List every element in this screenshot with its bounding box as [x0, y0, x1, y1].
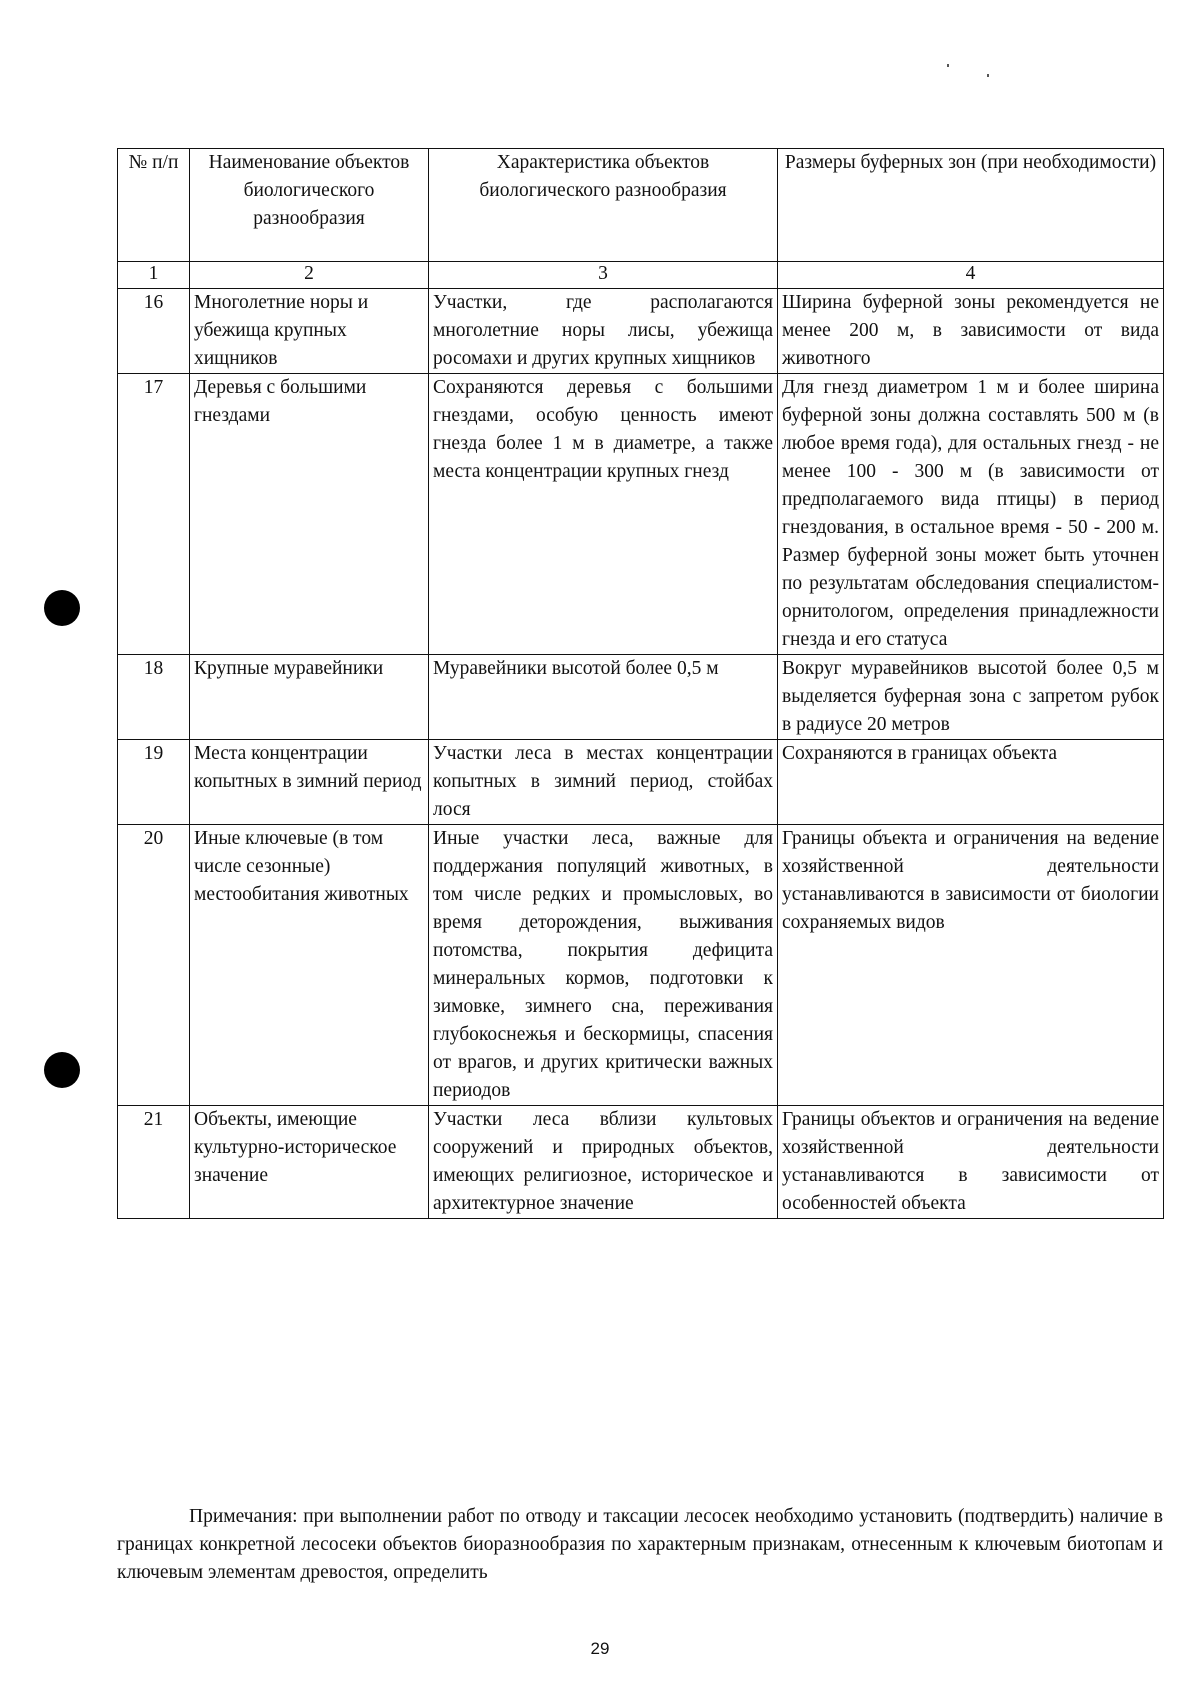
table-row [118, 374, 1164, 655]
table-row [118, 1106, 1164, 1219]
punch-hole-mark [44, 1052, 80, 1088]
table-row [118, 655, 1164, 740]
header-number: № п/п [118, 149, 190, 262]
object-name: Крупные муравейники [190, 655, 429, 740]
row-number: 21 [118, 1106, 190, 1219]
column-number: 2 [190, 262, 429, 289]
row-number: 17 [118, 374, 190, 655]
object-name: Места концентрации копытных в зимний период [190, 740, 429, 825]
object-characteristic: Иные участки леса, важные для поддержания популяций животных, в том числе редких и промысловых, во время деторождения, выживания потомства, покрытия дефицита минеральных кормов, подготовки к зимовке, зимнего сна, переживания глубокоснежья и бескормицы, спасения от врагов, и других критически важных периодов [429, 825, 778, 1106]
page-number: 29 [590, 1639, 610, 1658]
buffer-zone-size: Сохраняются в границах объекта [778, 740, 1164, 825]
punch-hole-mark [44, 590, 80, 626]
object-name: Деревья с большими гнездами [190, 374, 429, 655]
header-characteristic: Характеристика объектов биологического разнообразия [429, 149, 778, 262]
row-number: 18 [118, 655, 190, 740]
object-characteristic: Муравейники высотой более 0,5 м [429, 655, 778, 740]
table-header-row [118, 149, 1164, 262]
header-object-name: Наименование объектов биологического разнообразия [190, 149, 429, 262]
row-number: 16 [118, 289, 190, 374]
column-number: 3 [429, 262, 778, 289]
scan-speck [987, 74, 989, 77]
biodiversity-objects-table [117, 148, 1164, 1219]
table-row [118, 825, 1164, 1106]
object-name: Иные ключевые (в том числе сезонные) местообитания животных [190, 825, 429, 1106]
column-number: 4 [778, 262, 1164, 289]
column-number: 1 [118, 262, 190, 289]
object-characteristic: Участки леса вблизи культовых сооружений и природных объектов, имеющих религиозное, историческое и архитектурное значение [429, 1106, 778, 1219]
buffer-zone-size: Ширина буферной зоны рекомендуется не менее 200 м, в зависимости от вида животного [778, 289, 1164, 374]
object-characteristic: Участки леса в местах концентрации копытных в зимний период, стойбах лося [429, 740, 778, 825]
object-characteristic: Сохраняются деревья с большими гнездами, особую ценность имеют гнезда более 1 м в диаметре, а также места концентрации крупных гнезд [429, 374, 778, 655]
column-number-row [118, 262, 1164, 289]
buffer-zone-size: Вокруг муравейников высотой более 0,5 м выделяется буферная зона с запретом рубок в радиусе 20 метров [778, 655, 1164, 740]
buffer-zone-size: Для гнезд диаметром 1 м и более ширина буферной зоны должна составлять 500 м (в любое время года), для остальных гнезд - не менее 100 - 300 м (в зависимости от предполагаемого вида птицы) в период гнездования, в остальное время - 50 - 200 м. Размер буферной зоны может быть уточнен по результатам обследования специалистом-орнитологом, определения принадлежности гнезда и его статуса [778, 374, 1164, 655]
scan-speck [947, 64, 949, 67]
buffer-zone-size: Границы объектов и ограничения на ведение хозяйственной деятельности устанавливаются в зависимости от особенностей объекта [778, 1106, 1164, 1219]
object-characteristic: Участки, где располагаются многолетние норы лисы, убежища росомахи и других крупных хищников [429, 289, 778, 374]
object-name: Объекты, имеющие культурно-историческое значение [190, 1106, 429, 1219]
header-buffer-zone: Размеры буферных зон (при необходимости) [778, 149, 1164, 262]
footnote-paragraph: Примечания: при выполнении работ по отводу и таксации лесосек необходимо установить (подтвердить) наличие в границах конкретной лесосеки объектов биоразнообразия по характерным признакам, отнесенным к ключевым биотопам и ключевым элементам древостоя, определить [117, 1505, 1163, 1583]
object-name: Многолетние норы и убежища крупных хищников [190, 289, 429, 374]
table-row [118, 289, 1164, 374]
row-number: 20 [118, 825, 190, 1106]
table-row [118, 740, 1164, 825]
row-number: 19 [118, 740, 190, 825]
buffer-zone-size: Границы объекта и ограничения на ведение хозяйственной деятельности устанавливаются в зависимости от биологии сохраняемых видов [778, 825, 1164, 1106]
